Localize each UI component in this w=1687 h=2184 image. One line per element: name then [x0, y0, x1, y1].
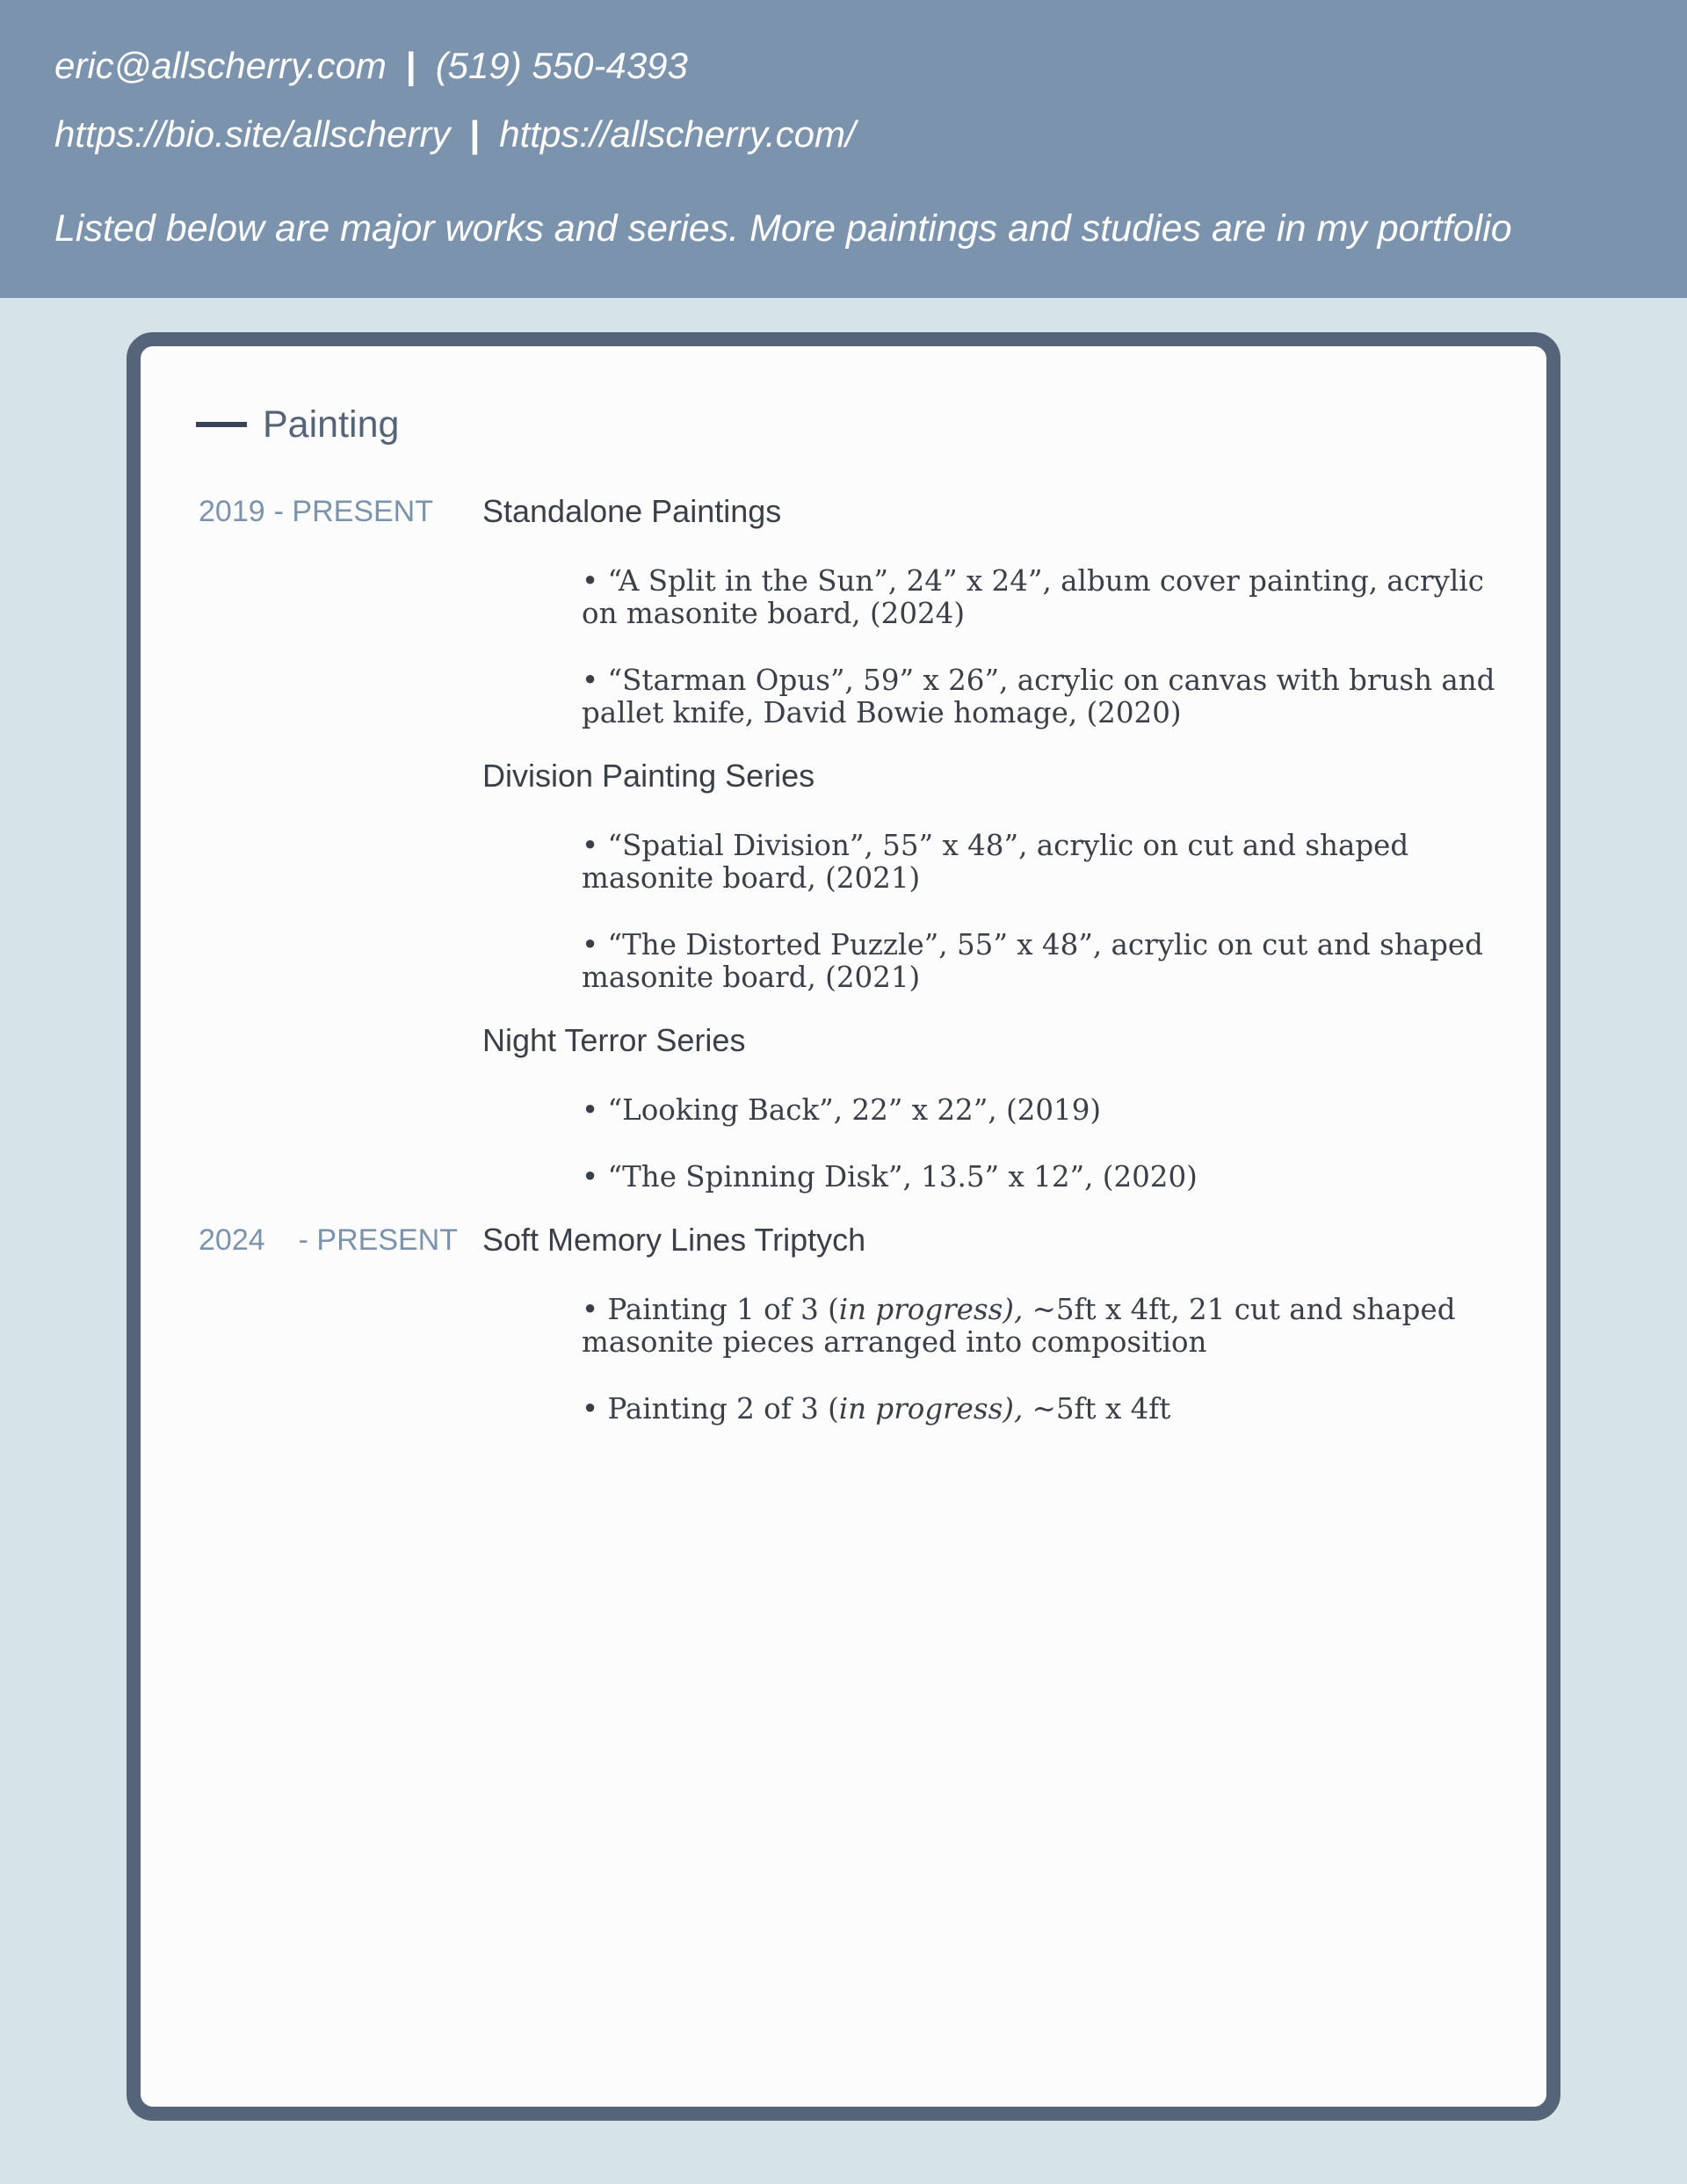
separator: |	[405, 45, 416, 86]
section-heading	[196, 403, 399, 446]
work-item-details: ~5ft x 4ft	[1023, 1392, 1171, 1426]
entry-title: Night Terror Series	[482, 1022, 746, 1058]
work-item: • “Spatial Division”, 55” x 48”, acrylic on cut and shaped masonite board, (2021)	[582, 829, 1409, 895]
work-item-status: in progress),	[838, 1392, 1024, 1426]
website-link[interactable]: https://allscherry.com/	[499, 113, 856, 155]
portfolio-note: Listed below are major works and series. More paintings and studies are in my portfolio	[54, 207, 1512, 250]
work-item: • “The Distorted Puzzle”, 55” x 48”, acrylic on cut and shaped masonite board, (2021)	[582, 928, 1483, 994]
work-item-status: in progress),	[838, 1293, 1024, 1326]
links-line	[54, 113, 856, 155]
contact-line	[54, 47, 688, 84]
work-item-prefix: • Painting 1 of 3 (	[582, 1293, 839, 1326]
date-range	[199, 497, 433, 526]
painting-card	[127, 332, 1560, 2121]
email-link[interactable]: eric@allscherry.com	[54, 45, 387, 86]
entry-title: Standalone Paintings	[482, 493, 782, 529]
work-item: • “The Spinning Disk”, 13.5” x 12”, (2020)	[582, 1160, 1198, 1194]
bio-link[interactable]: https://bio.site/allscherry	[54, 113, 451, 155]
work-item: • “A Split in the Sun”, 24” x 24”, album cover painting, acrylic on masonite board, (2024)	[582, 564, 1484, 630]
separator: |	[469, 113, 481, 155]
work-item-details: ~5ft x 4ft, 21 cut and shaped masonite pieces arranged into composition	[582, 1293, 1456, 1359]
work-item	[582, 1294, 1513, 1359]
date-start: 2024	[199, 1223, 265, 1257]
work-item: • “Starman Opus”, 59” x 26”, acrylic on canvas with brush and pallet knife, David Bowie homage, (2020)	[582, 664, 1495, 729]
work-item-prefix: • Painting 2 of 3 (	[582, 1392, 839, 1426]
section-title: Painting	[263, 403, 400, 446]
phone-number: (519) 550-4393	[435, 45, 688, 86]
date-start: 2019	[199, 495, 265, 528]
heading-dash	[196, 422, 247, 427]
date-range	[199, 1225, 458, 1255]
entry-title: Soft Memory Lines Triptych	[482, 1222, 866, 1258]
entry-title: Division Painting Series	[482, 758, 815, 794]
work-item	[582, 1393, 1513, 1426]
contact-header	[0, 0, 1687, 298]
date-end: - PRESENT	[298, 1223, 458, 1257]
work-item: • “Looking Back”, 22” x 22”, (2019)	[582, 1093, 1102, 1127]
date-end: - PRESENT	[273, 495, 433, 528]
